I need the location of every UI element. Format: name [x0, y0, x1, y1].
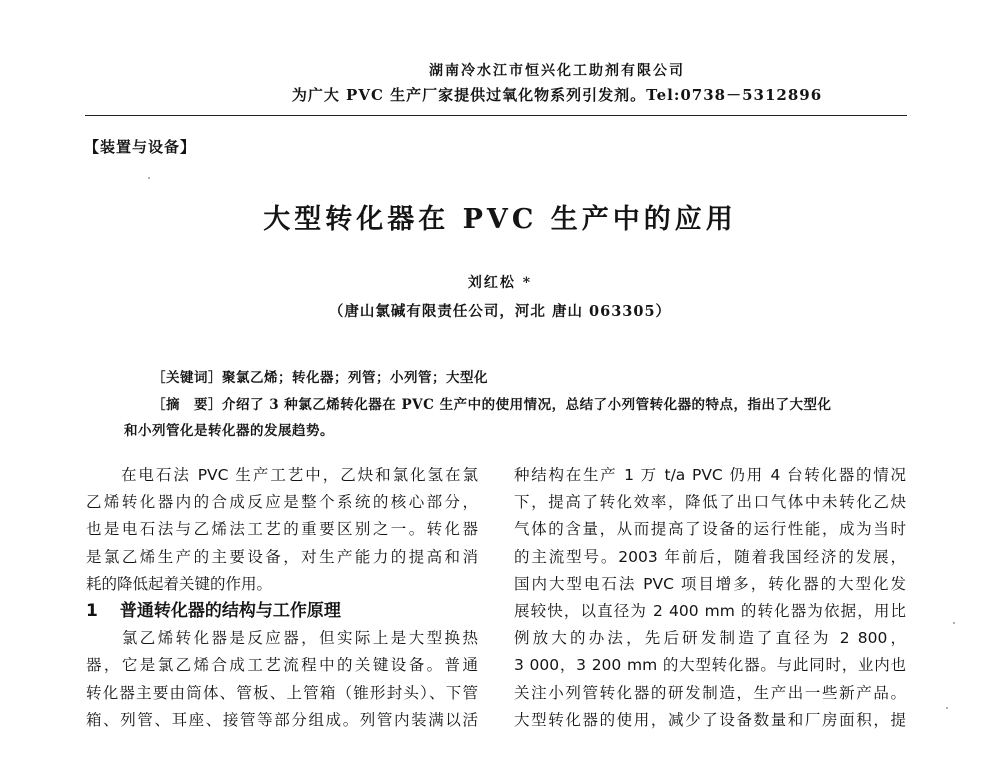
text-line: 在电石法 PVC 生产工艺中，乙炔和氯化氢在氯	[86, 466, 478, 484]
keywords: ［关键词］聚氯乙烯；转化器；列管；小列管；大型化	[152, 370, 488, 386]
section-number: 1	[86, 600, 98, 621]
text-line: 箱、列管、耳座、接管等部分组成。列管内装满以活	[86, 710, 478, 729]
text-line: 耗的降低起着关键的作用。	[86, 574, 273, 593]
text-line: 氯乙烯转化器是反应器，但实际上是大型换热	[86, 629, 478, 648]
text-line: 下，提高了转化效率，降低了出口气体中未转化乙炔	[514, 493, 906, 512]
text-line: 例放大的办法，先后研发制造了直径为 2 800，	[514, 629, 906, 648]
text-line: 器，它是氯乙烯合成工艺流程中的关键设备。普通	[86, 656, 478, 675]
text-line: 乙烯转化器内的合成反应是整个系统的核心部分，	[86, 493, 478, 512]
text-line: 大型转化器的使用，减少了设备数量和厂房面积，提	[514, 710, 906, 729]
author: 刘红松 *	[467, 275, 533, 291]
body-column-left	[86, 462, 478, 734]
section-title: 普通转化器的结构与工作原理	[119, 600, 341, 621]
affiliation: （唐山氯碱有限责任公司，河北 唐山 063305）	[328, 303, 672, 320]
header-rule	[85, 115, 907, 116]
text-line: 3 000，3 200 mm 的大型转化器。与此同时，业内也	[514, 656, 906, 675]
abstract-line-1: ［摘 要］介绍了 3 种氯乙烯转化器在 PVC 生产中的使用情况，总结了小列管转化器的特点，指出了大型化	[152, 397, 832, 413]
journal-header-tagline: 为广大 PVC 生产厂家提供过氧化物系列引发剂。Tel:0738－5312896	[291, 86, 823, 104]
scan-speck	[953, 622, 955, 624]
scan-speck	[148, 177, 150, 179]
text-line: 也是电石法与乙烯法工艺的重要区别之一。转化器	[86, 520, 478, 539]
text-line: 是氯乙烯生产的主要设备，对生产能力的提高和消	[86, 547, 478, 566]
text-line: 气体的含量，从而提高了设备的运行性能，成为当时	[514, 520, 906, 539]
text-line: 种结构在生产 1 万 t/a PVC 仍用 4 台转化器的情况	[514, 466, 906, 484]
section-heading	[86, 598, 478, 625]
text-line: 关注小列管转化器的研发制造，生产出一些新产品。	[514, 683, 906, 702]
abstract-line-2: 和小列管化是转化器的发展趋势。	[124, 423, 334, 439]
text-line: 的主流型号。2003 年前后，随着我国经济的发展，	[514, 547, 906, 566]
section-tag: 【装置与设备】	[84, 138, 197, 156]
text-line: 国内大型电石法 PVC 项目增多，转化器的大型化发	[514, 574, 906, 593]
text-line: 转化器主要由筒体、管板、上管箱（锥形封头）、下管	[86, 683, 478, 702]
journal-header-company: 湖南冷水江市恒兴化工助剂有限公司	[429, 63, 685, 79]
scan-speck	[946, 707, 948, 709]
body-column-right	[514, 462, 906, 734]
paper-title: 大型转化器在 PVC 生产中的应用	[263, 204, 737, 235]
text-line: 展较快，以直径为 2 400 mm 的转化器为依据，用比	[514, 601, 906, 620]
